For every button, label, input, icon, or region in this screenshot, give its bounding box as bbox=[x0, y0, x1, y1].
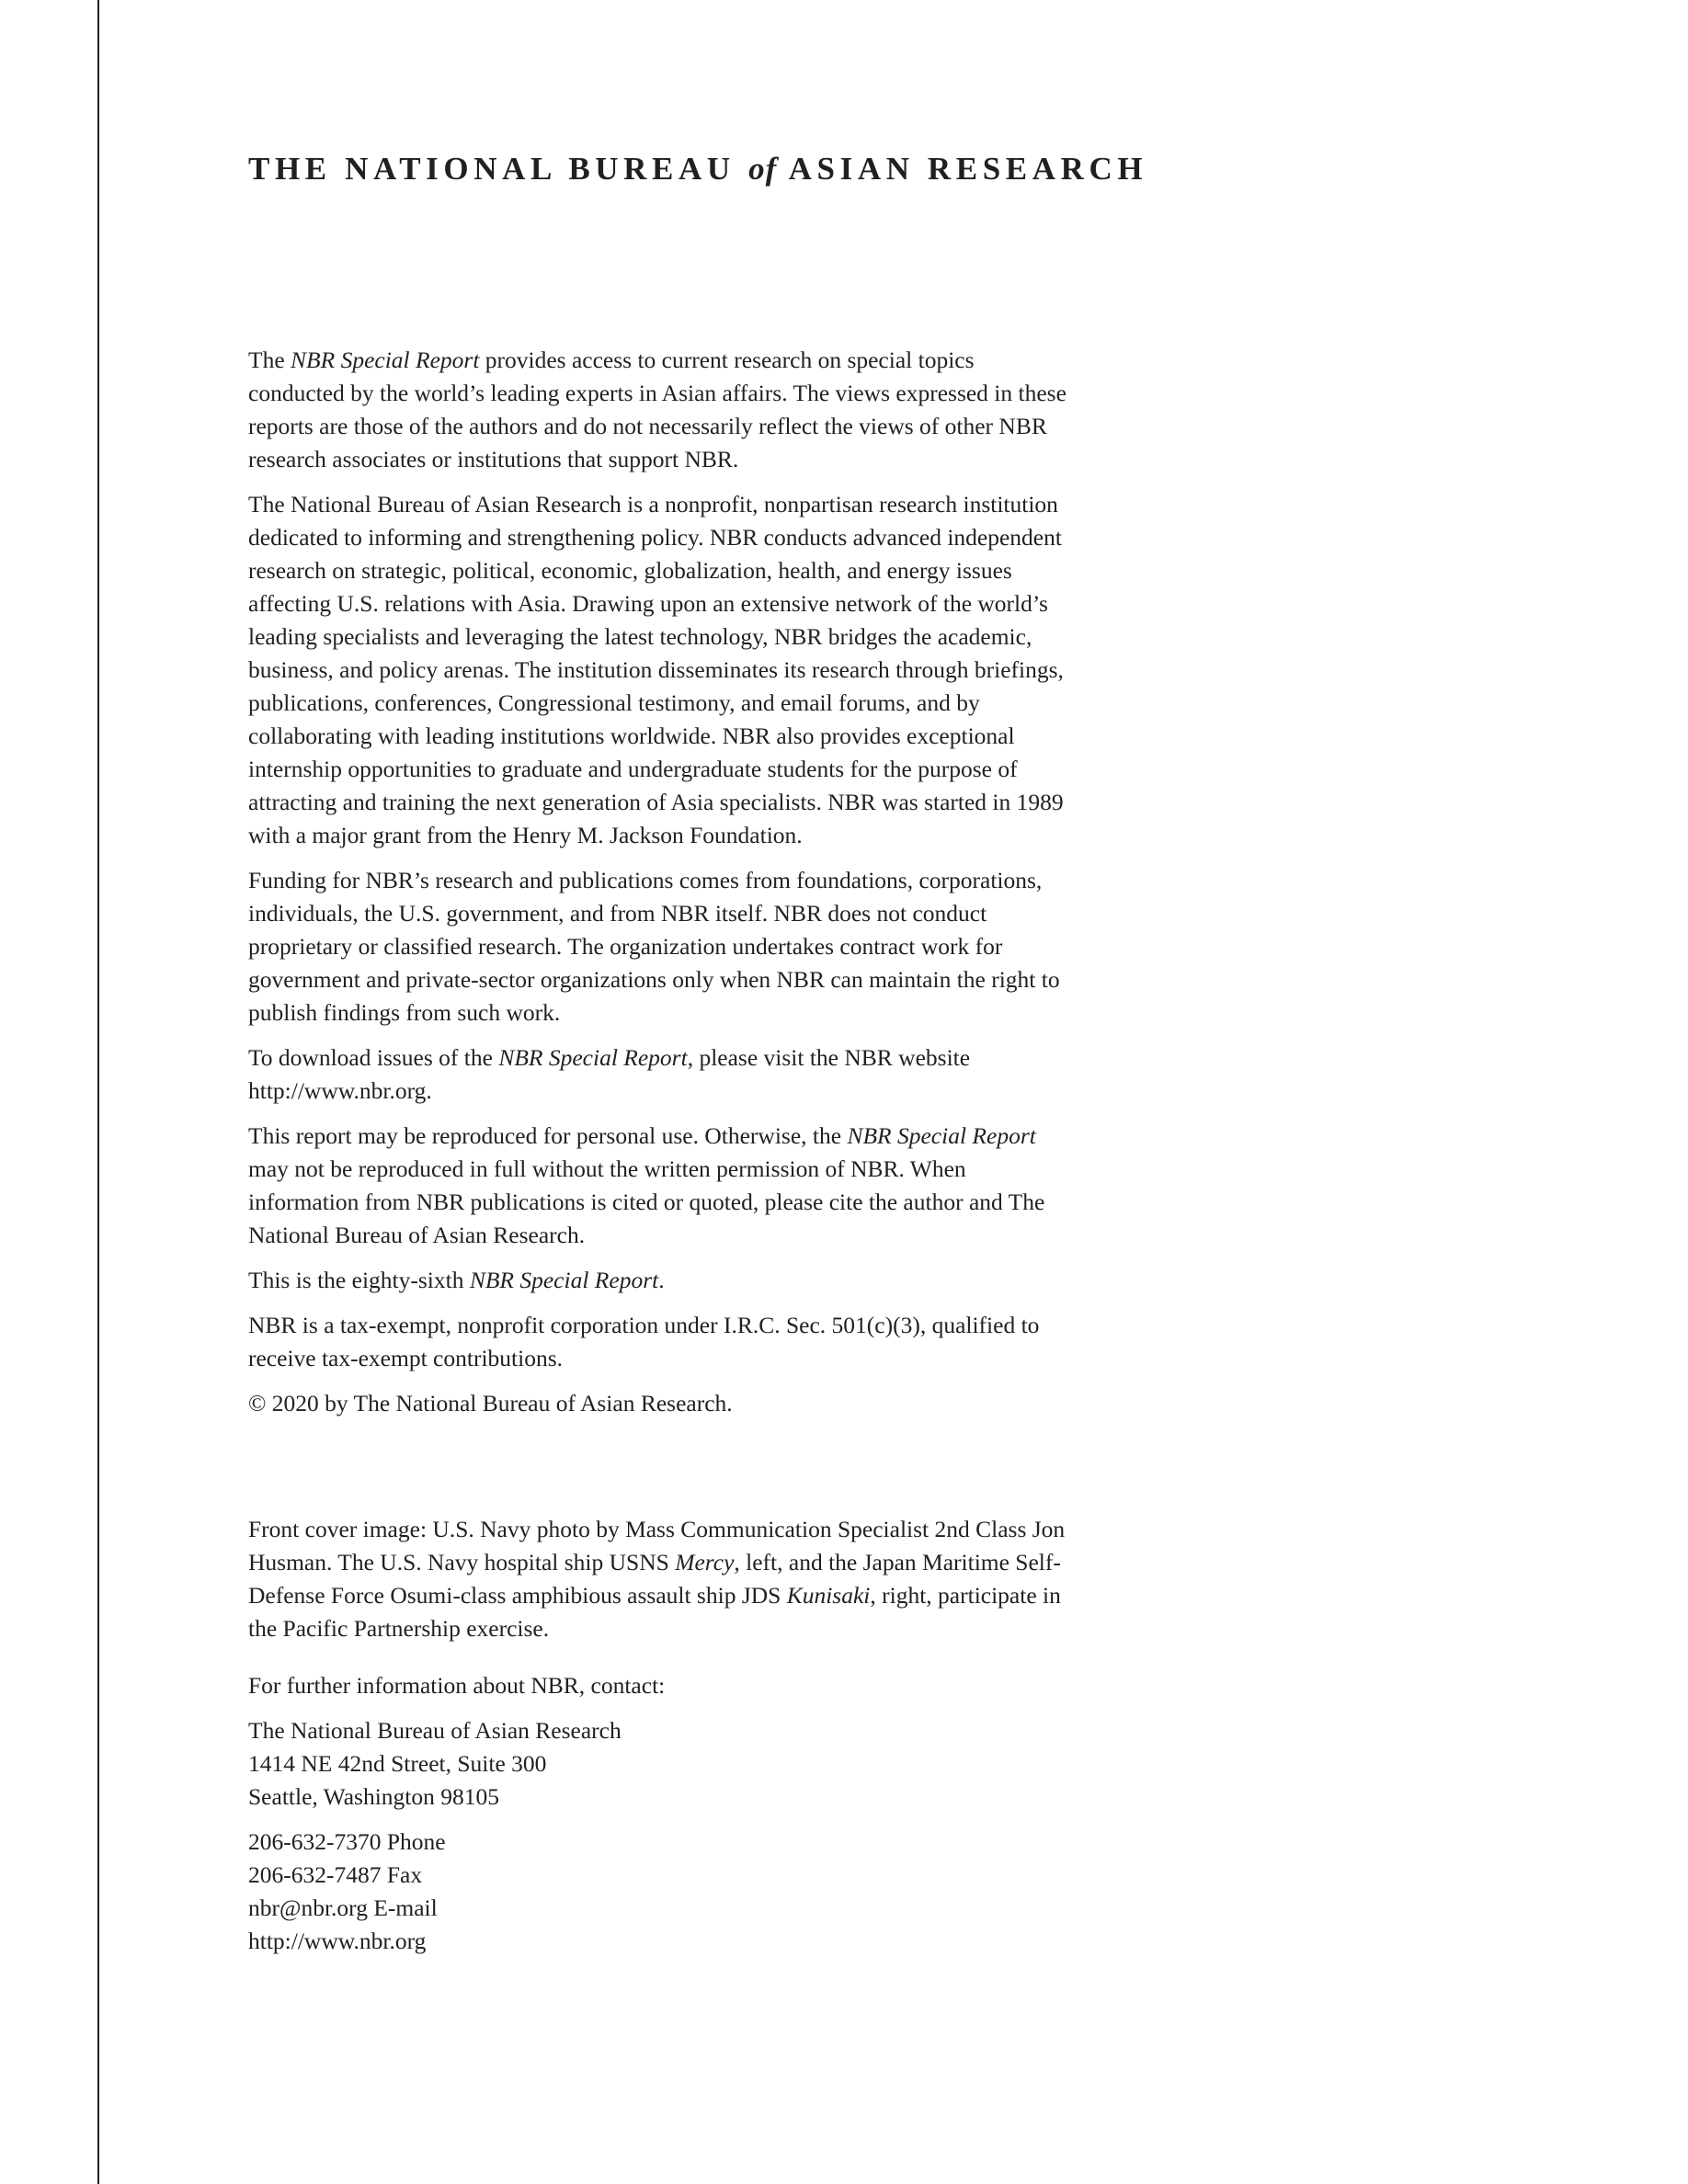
text-run: , please visit the NBR website http://www.nbr.org. bbox=[248, 1044, 971, 1104]
text-run: , right, participate in the Pacific Partnership exercise. bbox=[248, 1582, 1061, 1642]
phone-number: 206-632-7370 Phone bbox=[248, 1828, 446, 1855]
cover-image-credit bbox=[248, 1513, 1076, 1645]
website-link: http://www.nbr.org bbox=[248, 1928, 427, 1954]
cover-and-contact-section bbox=[248, 1513, 1076, 1970]
fax-number: 206-632-7487 Fax bbox=[248, 1861, 423, 1888]
report-number-paragraph bbox=[248, 1264, 1076, 1297]
copyright-notice: © 2020 by The National Bureau of Asian Research. bbox=[248, 1390, 733, 1416]
special-report-description bbox=[248, 344, 1076, 476]
text-run: This report may be reproduced for personal use. Otherwise, the bbox=[248, 1122, 848, 1149]
text-run: The bbox=[248, 347, 291, 373]
publication-title: NBR Special Report bbox=[847, 1122, 1036, 1149]
left-margin-rule bbox=[97, 0, 99, 2184]
masthead-of: of bbox=[748, 151, 778, 187]
text-run: , left, and the Japan Maritime Self-Defense Force Osumi-class amphibious assault ship JDS bbox=[248, 1549, 1061, 1609]
masthead-title bbox=[248, 147, 1147, 191]
ship-name: Kunisaki bbox=[786, 1582, 871, 1609]
contact-details bbox=[248, 1826, 1076, 1958]
masthead-part-3: ASIAN RESEARCH bbox=[788, 151, 1148, 187]
nbr-mission-paragraph: The National Bureau of Asian Research is a nonprofit, nonpartisan research institution dedicated to informing and strengthening policy. NBR conducts advanced independent research on strategic, political, economic, globalization, health, and energy issues affecting U.S. relations with Asia. Drawing upon an extensive network of the world’s leading specialists and leveraging the latest technology, NBR bridges the academic, business, and policy arenas. The institution disseminates its research through briefings, publications, conferences, Congressional testimony, and email forums, and by collaborating with leading institutions worldwide. NBR also provides exceptional internship opportunities to graduate and undergraduate students for the purpose of attracting and training the next generation of Asia specialists. NBR was started in 1989 with a major grant from the Henry M. Jackson Foundation. bbox=[248, 491, 1064, 848]
email-address: nbr@nbr.org E-mail bbox=[248, 1894, 438, 1921]
text-run: may not be reproduced in full without the written permission of NBR. When information from NBR publications is cited or quoted, please cite the author and The National Bureau of Asian Research. bbox=[248, 1155, 1045, 1248]
tax-status-paragraph: NBR is a tax-exempt, nonprofit corporation under I.R.C. Sec. 501(c)(3), qualified to receive tax-exempt contributions. bbox=[248, 1312, 1040, 1371]
reproduction-paragraph bbox=[248, 1120, 1076, 1252]
publication-title: NBR Special Report bbox=[469, 1267, 659, 1293]
city-state-zip: Seattle, Washington 98105 bbox=[248, 1783, 499, 1810]
funding-paragraph: Funding for NBR’s research and publications comes from foundations, corporations, individuals, the U.S. government, and from NBR itself. NBR does not conduct proprietary or classified research. The organization undertakes contract work for government and private-sector organizations only when NBR can maintain the right to publish findings from such work. bbox=[248, 867, 1060, 1026]
text-run: This is the eighty-sixth bbox=[248, 1267, 470, 1293]
text-run: Front cover image: U.S. Navy photo by Mass Communication Specialist 2nd Class Jon Husman. The U.S. Navy hospital ship USNS bbox=[248, 1516, 1066, 1575]
masthead-part-1: THE NATIONAL BUREAU bbox=[248, 151, 736, 187]
ship-name: Mercy bbox=[675, 1549, 735, 1575]
text-run: . bbox=[658, 1267, 665, 1293]
mailing-address bbox=[248, 1714, 1076, 1814]
organization-name: The National Bureau of Asian Research bbox=[248, 1717, 622, 1744]
publication-title: NBR Special Report bbox=[498, 1044, 688, 1071]
text-run: To download issues of the bbox=[248, 1044, 499, 1071]
download-paragraph bbox=[248, 1041, 1076, 1108]
publication-title: NBR Special Report bbox=[291, 347, 480, 373]
text-run: provides access to current research on special topics conducted by the world’s leading experts in Asian affairs. The views expressed in these reports are those of the authors and do not necessarily reflect the views of other NBR research associates or institutions that support NBR. bbox=[248, 347, 1066, 472]
about-section bbox=[248, 344, 1076, 1432]
contact-intro: For further information about NBR, contact: bbox=[248, 1672, 666, 1699]
street-address: 1414 NE 42nd Street, Suite 300 bbox=[248, 1750, 547, 1777]
